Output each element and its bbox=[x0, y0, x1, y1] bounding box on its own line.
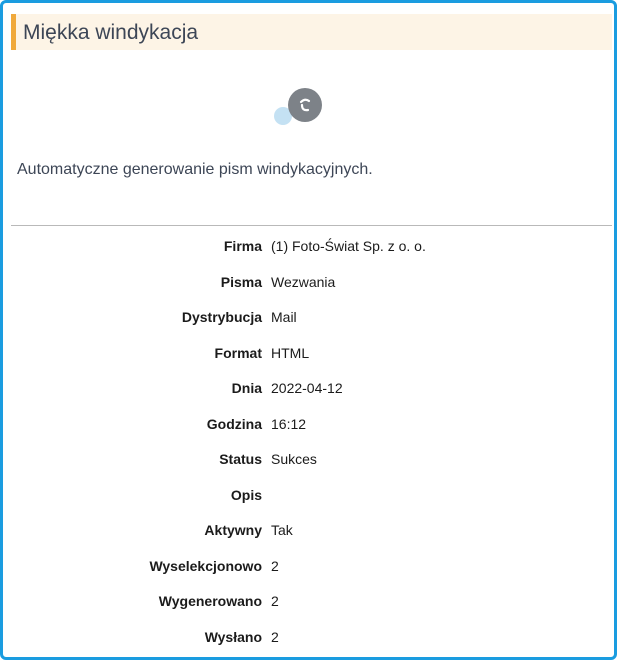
detail-row-aktywny bbox=[3, 513, 614, 549]
detail-value: (1) Foto-Świat Sp. z o. o. bbox=[271, 238, 426, 254]
detail-row-wyselekcjonowo bbox=[3, 549, 614, 585]
detail-label: Aktywny bbox=[204, 522, 262, 538]
detail-value: 2 bbox=[271, 557, 279, 574]
detail-value: 2 bbox=[271, 593, 279, 609]
detail-row-pisma bbox=[3, 265, 614, 301]
detail-label: Wyselekcjonowo bbox=[149, 557, 262, 574]
detail-row-format bbox=[3, 336, 614, 372]
detail-label: Godzina bbox=[206, 415, 262, 432]
detail-row-dnia bbox=[3, 371, 614, 407]
detail-value: Mail bbox=[271, 309, 297, 325]
detail-label: Wygenerowano bbox=[158, 593, 262, 609]
detail-value: HTML bbox=[271, 344, 310, 361]
detail-value: 2 bbox=[271, 628, 279, 645]
detail-label: Wysłano bbox=[204, 628, 262, 645]
detail-label: Dnia bbox=[231, 380, 262, 396]
module-description: Automatyczne generowanie pism windykacyjnych. bbox=[17, 161, 373, 178]
detail-value: 2022-04-12 bbox=[271, 380, 343, 396]
details-list bbox=[3, 229, 614, 655]
detail-value: Tak bbox=[271, 522, 293, 538]
detail-value: 16:12 bbox=[271, 415, 307, 432]
detail-row-wygenerowano bbox=[3, 584, 614, 620]
detail-row-dystrybucja bbox=[3, 300, 614, 336]
app-logo-icon bbox=[271, 86, 325, 128]
divider bbox=[11, 225, 612, 226]
detail-label: Dystrybucja bbox=[181, 309, 262, 325]
detail-value: Wezwania bbox=[271, 273, 336, 290]
detail-row-firma bbox=[3, 229, 614, 265]
detail-label: Firma bbox=[223, 238, 262, 254]
detail-row-opis bbox=[3, 478, 614, 514]
detail-label: Opis bbox=[230, 486, 262, 503]
detail-label: Pisma bbox=[220, 273, 262, 290]
detail-row-wyslano bbox=[3, 620, 614, 656]
detail-label: Status bbox=[219, 451, 262, 467]
detail-row-godzina bbox=[3, 407, 614, 443]
detail-label: Format bbox=[214, 344, 262, 361]
detail-row-status bbox=[3, 442, 614, 478]
panel-header bbox=[11, 14, 612, 50]
page-title: Miękka windykacja bbox=[23, 21, 199, 44]
status-value: Sukces bbox=[271, 451, 317, 467]
